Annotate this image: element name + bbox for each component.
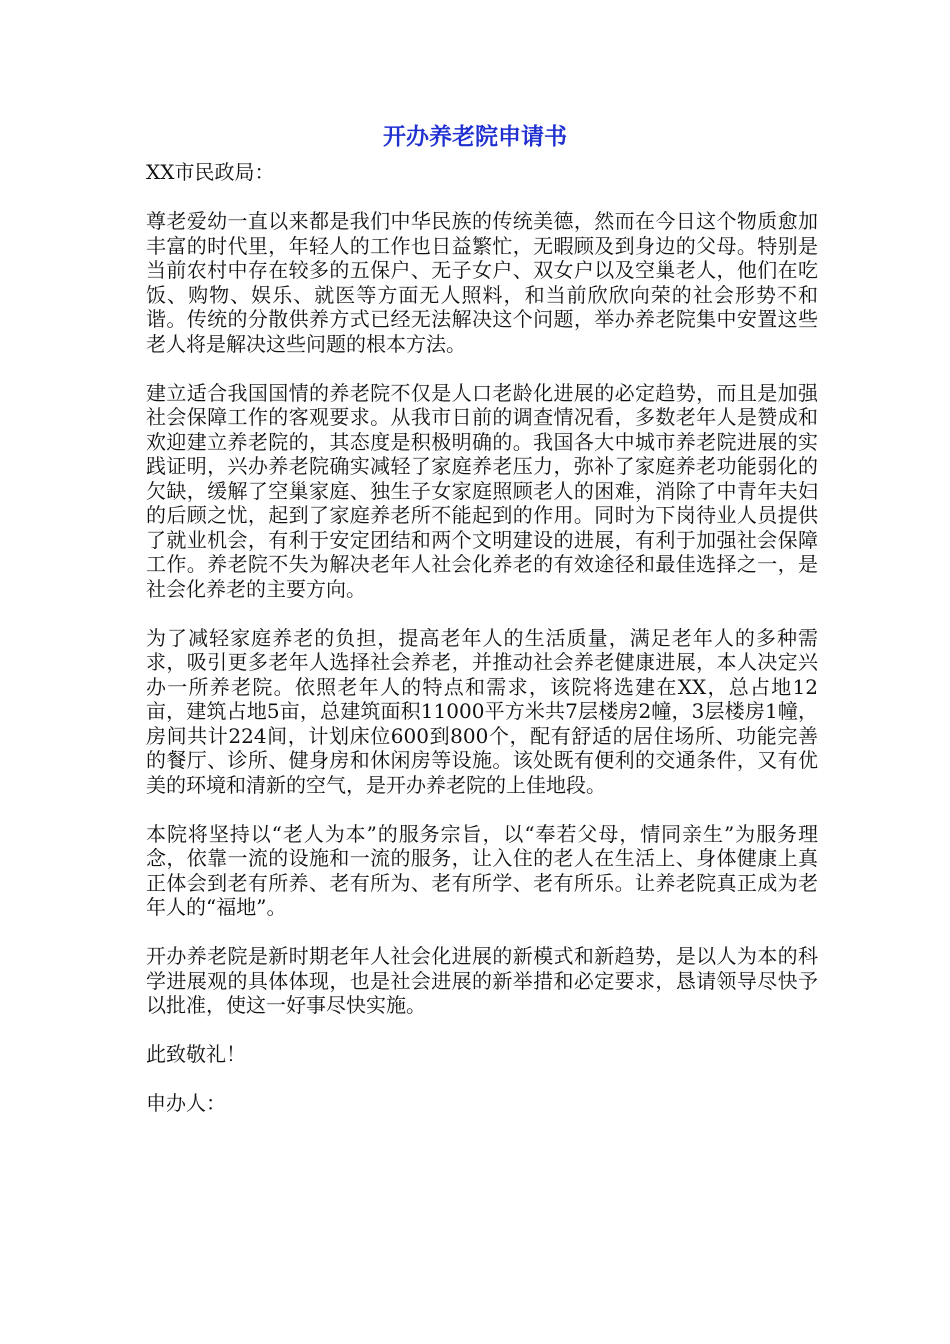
body-paragraph-1: 尊老爱幼一直以来都是我们中华民族的传统美德，然而在今日这个物质愈加丰富的时代里，年轻人的工作也日益繁忙，无暇顾及到身边的父母。特别是当前农村中存在较多的五保户、无子女户、双女户以及空巢老人，他们在吃饭、购物、娱乐、就医等方面无人照料，和当前欣欣向荣的社会形势不和谐。传统的分散供养方式已经无法解决这个问题，举办养老院集中安置这些老人将是解决这些问题的根本方法。 bbox=[146, 209, 818, 356]
salutation: XX市民政局： bbox=[146, 160, 275, 184]
document-title: 开办养老院申请书 bbox=[383, 124, 567, 150]
closing-line: 此致敬礼！ bbox=[146, 1042, 246, 1066]
body-paragraph-5: 开办养老院是新时期老年人社会化进展的新模式和新趋势，是以人为本的科学进展观的具体体现，也是社会进展的新举措和必定要求，恳请领导尽快予以批准，使这一好事尽快实施。 bbox=[146, 944, 818, 1017]
body-paragraph-3: 为了减轻家庭养老的负担，提高老年人的生活质量，满足老年人的多种需求，吸引更多老年人选择社会养老，并推动社会养老健康进展，本人决定兴办一所养老院。依照老年人的特点和需求，该院将选建在XX，总占地12亩，建筑占地5亩，总建筑面积11000平方米共7层楼房2幢，3层楼房1幢，房间共计224间，计划床位600到800个，配有舒适的居住场所、功能完善的餐厅、诊所、健身房和休闲房等设施。该处既有便利的交通条件，又有优美的环境和清新的空气，是开办养老院的上佳地段。 bbox=[146, 625, 818, 797]
document-body bbox=[146, 160, 818, 1140]
body-paragraph-4: 本院将坚持以“老人为本”的服务宗旨，以“奉若父母，情同亲生”为服务理念，依靠一流的设施和一流的服务，让入住的老人在生活上、身体健康上真正体会到老有所养、老有所为、老有所学、老有所乐。让养老院真正成为老年人的“福地”。 bbox=[146, 821, 818, 919]
applicant-label: 申办人： bbox=[146, 1091, 226, 1115]
body-paragraph-2: 建立适合我国国情的养老院不仅是人口老龄化进展的必定趋势，而且是加强社会保障工作的客观要求。从我市日前的调查情况看，多数老年人是赞成和欢迎建立养老院的，其态度是积极明确的。我国各大中城市养老院进展的实践证明，兴办养老院确实减轻了家庭养老压力，弥补了家庭养老功能弱化的欠缺，缓解了空巢家庭、独生子女家庭照顾老人的困难，消除了中青年夫妇的后顾之忧，起到了家庭养老所不能起到的作用。同时为下岗待业人员提供了就业机会，有利于安定团结和两个文明建设的进展，有利于加强社会保障工作。养老院不失为解决老年人社会化养老的有效途径和最佳选择之一，是社会化养老的主要方向。 bbox=[146, 380, 818, 601]
